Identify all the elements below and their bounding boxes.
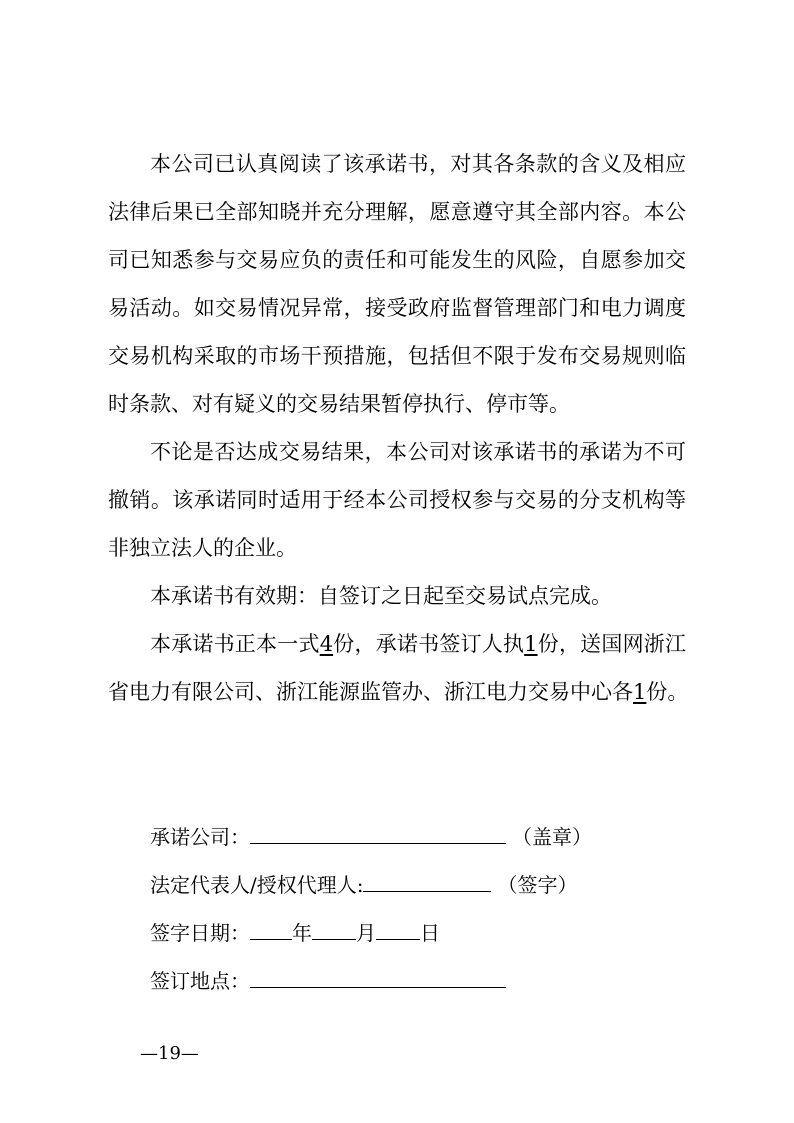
- copies-each: 1: [633, 680, 647, 704]
- paragraph-4-line-1: [150, 620, 686, 668]
- p4-text-3: 份，送国网浙江: [537, 632, 687, 656]
- paragraph-1-line-6: 时条款、对有疑义的交易结果暂停执行、停市等。: [108, 392, 570, 416]
- paragraph-2-line-1: 不论是否达成交易结果，本公司对该承诺书的承诺为不可: [150, 440, 686, 464]
- day-blank[interactable]: [376, 917, 420, 940]
- year-label: 年: [292, 921, 312, 945]
- representative-label: 法定代表人/授权代理人:: [150, 873, 364, 897]
- place-row: [150, 965, 506, 995]
- sign-note: （签字）: [497, 873, 578, 897]
- paragraph-1-line-1: 本公司已认真阅读了该承诺书，对其各条款的含义及相应: [150, 152, 686, 176]
- paragraph-1-line-5: 交易机构采取的市场干预措施，包括但不限于发布交易规则临: [108, 344, 686, 368]
- day-label: 日: [420, 921, 440, 945]
- company-label: 承诺公司：: [150, 825, 250, 849]
- paragraph-4-line-2: [108, 668, 689, 716]
- month-label: 月: [356, 921, 376, 945]
- p4-text-2: 份，承诺书签订人执: [333, 632, 525, 656]
- company-blank[interactable]: [250, 821, 506, 844]
- place-blank[interactable]: [250, 965, 506, 988]
- place-label: 签订地点：: [150, 969, 250, 993]
- year-blank[interactable]: [250, 917, 292, 940]
- company-row: [150, 821, 592, 851]
- copies-signer: 1: [524, 632, 538, 656]
- paragraph-2-line-3: 非独立法人的企业。: [108, 536, 297, 560]
- paragraph-2-line-2: 撤销。该承诺同时适用于经本公司授权参与交易的分支机构等: [108, 488, 686, 512]
- representative-blank[interactable]: [363, 869, 491, 892]
- representative-row: [150, 869, 577, 899]
- date-label: 签字日期：: [150, 921, 250, 945]
- seal-note: （盖章）: [512, 825, 592, 849]
- paragraph-1-line-3: 司已知悉参与交易应负的责任和可能发生的风险，自愿参加交: [108, 248, 686, 272]
- date-row: [150, 917, 440, 947]
- paragraph-1-line-4: 易活动。如交易情况异常，接受政府监督管理部门和电力调度: [108, 296, 686, 320]
- p4-text-4: 省电力有限公司、浙江能源监管办、浙江电力交易中心各: [108, 680, 633, 704]
- page-number: —19—: [140, 1043, 199, 1064]
- p4-text-5: 份。: [646, 680, 689, 704]
- month-blank[interactable]: [312, 917, 356, 940]
- copies-total: 4: [319, 632, 334, 656]
- p4-text-1: 本承诺书正本一式: [150, 632, 320, 656]
- paragraph-3-line-1: 本承诺书有效期：自签订之日起至交易试点完成。: [150, 584, 612, 608]
- paragraph-1-line-2: 法律后果已全部知晓并充分理解，愿意遵守其全部内容。本公: [108, 200, 686, 224]
